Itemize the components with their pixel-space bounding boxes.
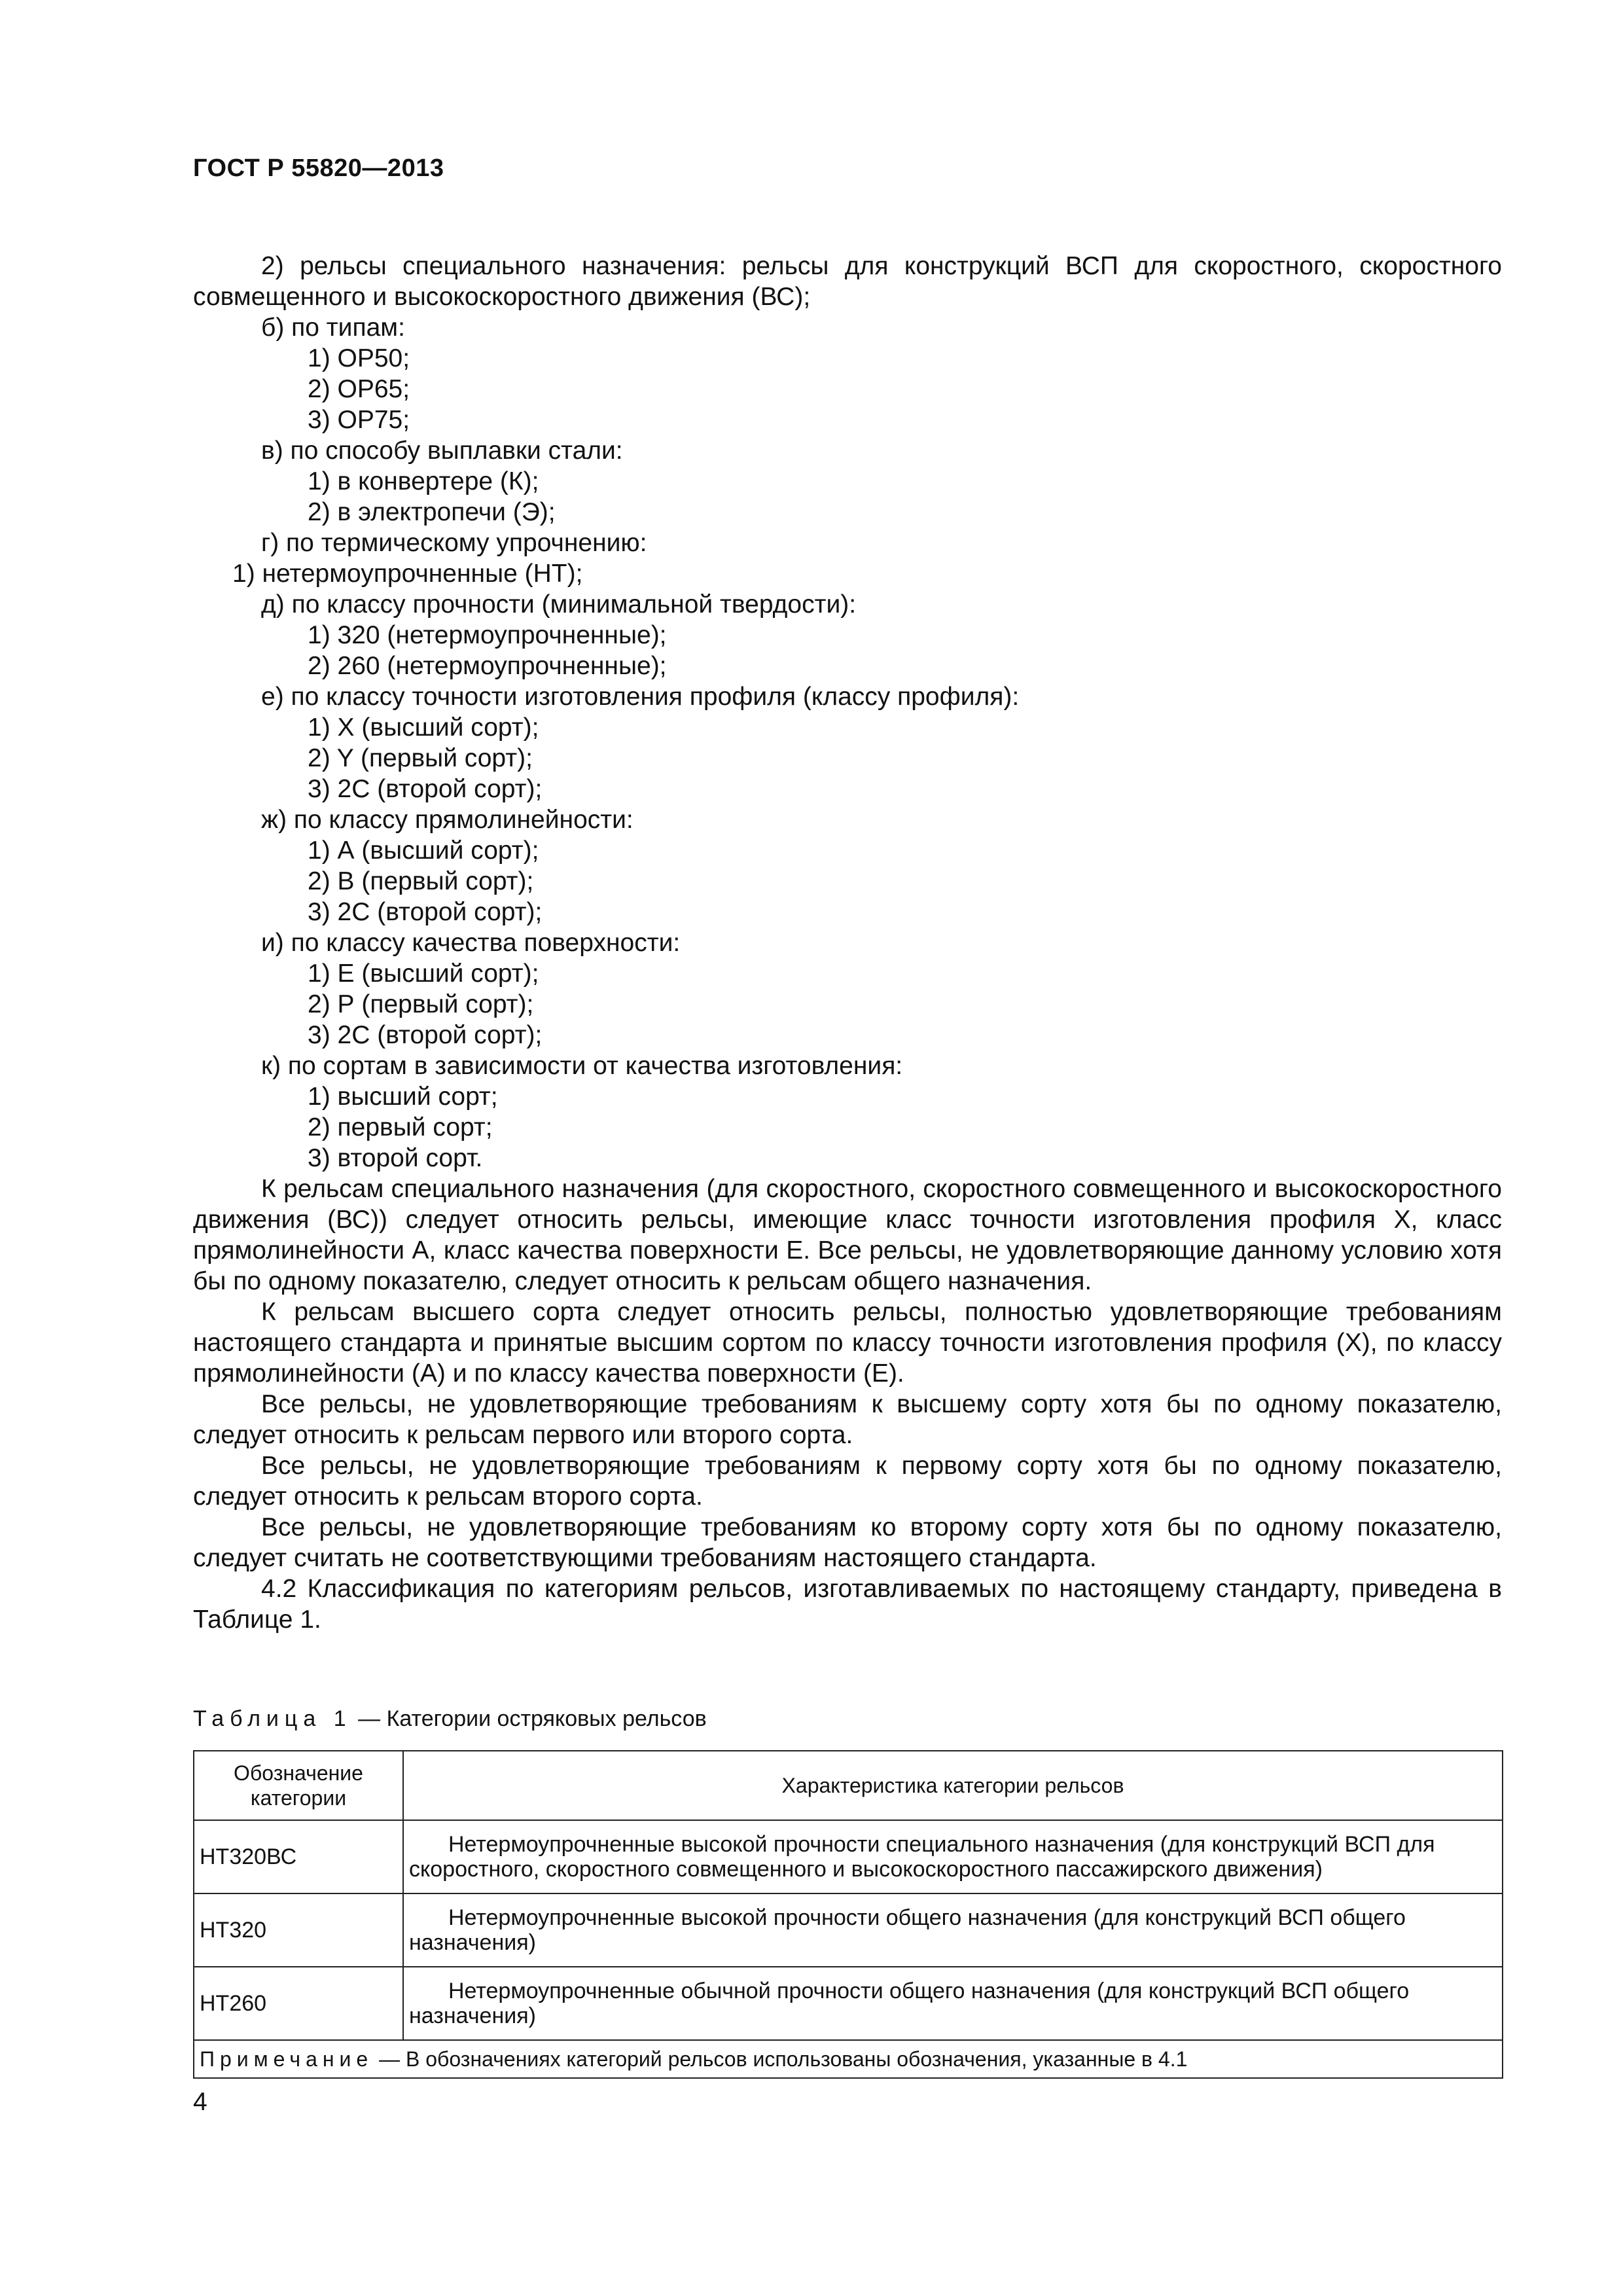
list-line: в) по способу выплавки стали: (261, 437, 623, 465)
category-code: НТ260 (194, 1967, 403, 2040)
note-label: Примечание (200, 2047, 374, 2071)
list-line: г) по термическому упрочнению: (261, 529, 647, 557)
list-line: 3) 2С (второй сорт); (308, 898, 543, 926)
list-line: 1) в конвертере (К); (308, 467, 539, 495)
list-line: 1) нетермоупрочненные (НТ); (232, 560, 583, 588)
category-code: НТ320ВС (194, 1820, 403, 1893)
paragraph: К рельсам специального назначения (для скоростного, скоростного совмещенного и высокоскоростного движения (ВС)) следует относить рельсы, имеющие класс точности изготовления профиля X, класс прямолинейности А, класс качества поверхности Е. Все рельсы, не удовлетворяющие данному условию хотя бы по одному показателю, следует относить к рельсам общего назначения. (193, 1175, 1502, 1295)
list-line: и) по классу качества поверхности: (261, 929, 681, 957)
list-line: 3) второй сорт. (308, 1144, 483, 1172)
note-text: — В обозначениях категорий рельсов использованы обозначения, указанные в 4.1 (373, 2047, 1188, 2071)
list-line: 2) ОР65; (308, 375, 410, 403)
table-note (194, 2040, 1503, 2078)
list-line: 1) 320 (нетермоупрочненные); (308, 621, 667, 649)
document-code: ГОСТ Р 55820—2013 (193, 154, 444, 182)
list-line: 3) 2С (второй сорт); (308, 1021, 543, 1049)
list-line: совмещенного и высокоскоростного движения (ВС); (193, 283, 811, 311)
paragraphs (193, 1174, 1502, 1635)
category-code: НТ320 (194, 1893, 403, 1967)
list-line: 1) ОР50; (308, 344, 410, 372)
table-caption-label: Таблица 1 (193, 1706, 352, 1731)
paragraph: Все рельсы, не удовлетворяющие требованиям ко второму сорту хотя бы по одному показателю, следует считать не соответствующими требованиям настоящего стандарта. (193, 1513, 1502, 1572)
list-line: 1) Е (высший сорт); (308, 960, 539, 988)
list-line: 2) В (первый сорт); (308, 867, 534, 895)
paragraph: Все рельсы, не удовлетворяющие требованиям к высшему сорту хотя бы по одному показателю, следует относить к рельсам первого или второго сорта. (193, 1390, 1502, 1449)
list-line: 2) Р (первый сорт); (308, 990, 534, 1018)
list-line: к) по сортам в зависимости от качества изготовления: (261, 1052, 903, 1080)
list-line: е) по классу точности изготовления профиля (классу профиля): (261, 683, 1020, 711)
categories-table (193, 1750, 1503, 2079)
list-line: 1) X (высший сорт); (308, 713, 539, 742)
list-line: ж) по классу прямолинейности: (261, 806, 633, 834)
list-line: 2) первый сорт; (308, 1113, 493, 1141)
paragraph: 4.2 Классификация по категориям рельсов, изготавливаемых по настоящему стандарту, приведена в Таблице 1. (193, 1575, 1502, 1634)
page-number: 4 (193, 2088, 207, 2116)
paragraph: Все рельсы, не удовлетворяющие требованиям к первому сорту хотя бы по одному показателю, следует относить к рельсам второго сорта. (193, 1452, 1502, 1511)
list-line: 2) Y (первый сорт); (308, 744, 533, 772)
table-caption (193, 1706, 707, 1732)
category-description: Нетермоупрочненные высокой прочности специального назначения (для конструкций ВСП для скоростного, скоростного совмещенного и высокоскоростного пассажирского движения) (403, 1820, 1503, 1893)
document-body (193, 251, 1502, 1635)
table-row (194, 1967, 1503, 2040)
list-line: 2) 260 (нетермоупрочненные); (308, 652, 667, 680)
table-header-row (194, 1751, 1503, 1820)
list-line: 2) рельсы специального назначения: рельсы для конструкций ВСП для скоростного, скоростного (261, 252, 1502, 280)
list-line: 3) 2С (второй сорт); (308, 775, 543, 803)
header-category-description: Характеристика категории рельсов (403, 1751, 1503, 1820)
table-note-row (194, 2040, 1503, 2078)
list-line: д) по классу прочности (минимальной твердости): (261, 590, 857, 619)
category-description: Нетермоупрочненные обычной прочности общего назначения (для конструкций ВСП общего назначения) (403, 1967, 1503, 2040)
table-row (194, 1893, 1503, 1967)
table-row (194, 1820, 1503, 1893)
list-line: 2) в электропечи (Э); (308, 498, 556, 526)
list-line: 3) ОР75; (308, 406, 410, 434)
header-category-code: Обозначение категории (194, 1751, 403, 1820)
paragraph: К рельсам высшего сорта следует относить рельсы, полностью удовлетворяющие требованиям настоящего стандарта и принятые высшим сортом по классу точности изготовления профиля (X), по классу прямолинейности (А) и по классу качества поверхности (Е). (193, 1298, 1502, 1388)
list-line: б) по типам: (261, 314, 405, 342)
table-caption-text: — Категории остряковых рельсов (351, 1706, 707, 1731)
list-line: 1) А (высший сорт); (308, 836, 539, 865)
list-line: 1) высший сорт; (308, 1083, 498, 1111)
category-description: Нетермоупрочненные высокой прочности общего назначения (для конструкций ВСП общего назначения) (403, 1893, 1503, 1967)
classification-list (193, 251, 1502, 1174)
